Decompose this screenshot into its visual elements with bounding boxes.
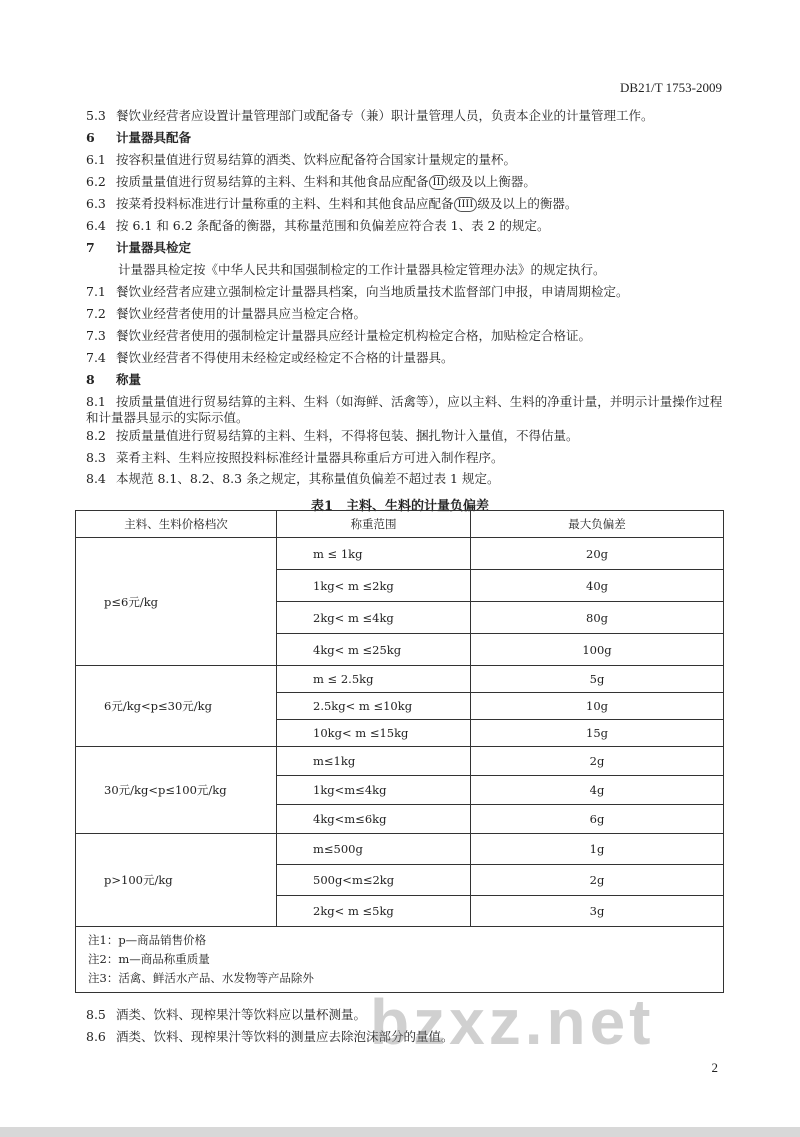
table-note: 注2：m—商品称重质量 bbox=[88, 952, 210, 966]
clause-7-2 bbox=[86, 306, 366, 322]
range-cell: m ≤ 1kg bbox=[277, 538, 471, 570]
clause-number: 6.2 bbox=[86, 174, 106, 189]
clause-number: 8.5 bbox=[86, 1007, 106, 1022]
price-tier-cell: 30元/kg<p≤100元/kg bbox=[76, 747, 277, 834]
table-row bbox=[76, 834, 724, 865]
clause-8-4 bbox=[86, 471, 500, 487]
clause-6-3 bbox=[86, 196, 577, 212]
clause-text-tail: 级及以上衡器。 bbox=[448, 174, 536, 189]
clause-number: 6.4 bbox=[86, 218, 106, 233]
clause-text: 按质量量值进行贸易结算的主料、生料和其他食品应配备 bbox=[116, 174, 429, 189]
header-max-deviation: 最大负偏差 bbox=[471, 511, 724, 538]
deviation-cell: 2g bbox=[471, 865, 724, 896]
clause-number: 8 bbox=[86, 372, 95, 387]
clause-number: 7 bbox=[86, 240, 95, 255]
deviation-cell: 5g bbox=[471, 666, 724, 693]
watermark: bzxz.net bbox=[370, 986, 655, 1058]
clause-text: 按菜肴投料标准进行计量称重的主料、生料和其他食品应配备 bbox=[116, 196, 454, 211]
clause-number: 8.6 bbox=[86, 1029, 106, 1044]
clause-8-5 bbox=[86, 1007, 366, 1023]
clause-number: 6 bbox=[86, 130, 95, 145]
section-6-heading bbox=[86, 130, 191, 146]
clause-text: 按 6.1 和 6.2 条配备的衡器，其称量范围和负偏差应符合表 1、表 2 的规定。 bbox=[116, 218, 550, 233]
range-cell: 2kg< m ≤5kg bbox=[277, 896, 471, 927]
deviation-cell: 10g bbox=[471, 693, 724, 720]
clause-6-1 bbox=[86, 152, 516, 168]
clause-text-tail: 级及以上的衡器。 bbox=[477, 196, 578, 211]
clause-text: 餐饮业经营者使用的计量器具应当检定合格。 bbox=[116, 306, 367, 321]
clause-text: 和计量器具显示的实际示值。 bbox=[86, 410, 249, 425]
clause-number: 6.1 bbox=[86, 152, 106, 167]
section-7-heading bbox=[86, 240, 191, 256]
range-cell: m ≤ 2.5kg bbox=[277, 666, 471, 693]
clause-number: 8.4 bbox=[86, 471, 106, 486]
clause-number: 7.3 bbox=[86, 328, 106, 343]
table-notes bbox=[76, 927, 724, 993]
document-number: DB21/T 1753-2009 bbox=[620, 80, 722, 95]
range-cell: m≤1kg bbox=[277, 747, 471, 776]
accuracy-class-mark: III bbox=[429, 175, 449, 190]
clause-text: 酒类、饮料、现榨果汁等饮料的测量应去除泡沫部分的量值。 bbox=[116, 1029, 454, 1044]
deviation-cell: 6g bbox=[471, 805, 724, 834]
clause-number: 6.3 bbox=[86, 196, 106, 211]
deviation-cell: 15g bbox=[471, 720, 724, 747]
deviation-cell: 20g bbox=[471, 538, 724, 570]
page-bottom-edge bbox=[0, 1127, 800, 1137]
clause-number: 8.1 bbox=[86, 394, 106, 409]
deviation-cell: 40g bbox=[471, 570, 724, 602]
clause-text: 计量器具检定按《中华人民共和国强制检定的工作计量器具检定管理办法》的规定执行。 bbox=[118, 262, 606, 277]
deviation-cell: 4g bbox=[471, 776, 724, 805]
clause-text: 按质量量值进行贸易结算的主料、生料（如海鲜、活禽等），应以主料、生料的净重计量，并明示计量操作过程 bbox=[116, 394, 723, 409]
table-notes-row bbox=[76, 927, 724, 993]
clause-5-3 bbox=[86, 108, 654, 124]
clause-number: 7.1 bbox=[86, 284, 106, 299]
clause-text: 按质量量值进行贸易结算的主料、生料，不得将包装、捆扎物计入量值，不得估量。 bbox=[116, 428, 579, 443]
deviation-cell: 100g bbox=[471, 634, 724, 666]
clause-6-4 bbox=[86, 218, 549, 234]
table-note: 注3：活禽、鲜活水产品、水发物等产品除外 bbox=[88, 971, 314, 985]
clause-number: 8.3 bbox=[86, 450, 106, 465]
price-tier-cell: p>100元/kg bbox=[76, 834, 277, 927]
clause-text: 餐饮业经营者应建立强制检定计量器具档案，向当地质量技术监督部门申报，申请周期检定。 bbox=[116, 284, 629, 299]
header-price-tier: 主料、生料价格档次 bbox=[76, 511, 277, 538]
clause-8-1-continued bbox=[86, 408, 249, 426]
clause-number: 5.3 bbox=[86, 108, 106, 123]
range-cell: 2kg< m ≤4kg bbox=[277, 602, 471, 634]
price-tier-cell: 6元/kg<p≤30元/kg bbox=[76, 666, 277, 747]
table-header-row bbox=[76, 511, 724, 538]
clause-7-4 bbox=[86, 350, 454, 366]
clause-text: 餐饮业经营者不得使用未经检定或经检定不合格的计量器具。 bbox=[116, 350, 454, 365]
range-cell: 4kg<m≤6kg bbox=[277, 805, 471, 834]
section-title: 计量器具配备 bbox=[116, 130, 192, 145]
range-cell: 10kg< m ≤15kg bbox=[277, 720, 471, 747]
range-cell: 500g<m≤2kg bbox=[277, 865, 471, 896]
section-8-heading bbox=[86, 372, 141, 388]
table-note: 注1：p—商品销售价格 bbox=[88, 933, 207, 947]
section-7-intro bbox=[118, 262, 606, 278]
range-cell: 2.5kg< m ≤10kg bbox=[277, 693, 471, 720]
range-cell: 1kg< m ≤2kg bbox=[277, 570, 471, 602]
section-title: 计量器具检定 bbox=[116, 240, 192, 255]
table-caption: 表1 主料、生料的计量负偏差 bbox=[310, 499, 490, 514]
accuracy-class-mark: IIII bbox=[454, 197, 478, 212]
clause-7-3 bbox=[86, 328, 591, 344]
clause-number: 8.2 bbox=[86, 428, 106, 443]
range-cell: 1kg<m≤4kg bbox=[277, 776, 471, 805]
deviation-cell: 1g bbox=[471, 834, 724, 865]
clause-7-1 bbox=[86, 284, 629, 300]
clause-text: 菜肴主料、生料应按照投料标准经计量器具称重后方可进入制作程序。 bbox=[116, 450, 504, 465]
clause-text: 酒类、饮料、现榨果汁等饮料应以量杯测量。 bbox=[116, 1007, 367, 1022]
deviation-table bbox=[75, 510, 724, 993]
clause-8-2 bbox=[86, 428, 579, 444]
deviation-cell: 2g bbox=[471, 747, 724, 776]
clause-text: 餐饮业经营者使用的强制检定计量器具应经计量检定机构检定合格，加贴检定合格证。 bbox=[116, 328, 592, 343]
deviation-cell: 80g bbox=[471, 602, 724, 634]
range-cell: 4kg< m ≤25kg bbox=[277, 634, 471, 666]
table-row bbox=[76, 747, 724, 776]
clause-text: 按容积量值进行贸易结算的酒类、饮料应配备符合国家计量规定的量杯。 bbox=[116, 152, 517, 167]
clause-text: 餐饮业经营者应设置计量管理部门或配备专（兼）职计量管理人员，负责本企业的计量管理工作。 bbox=[116, 108, 654, 123]
range-cell: m≤500g bbox=[277, 834, 471, 865]
table-row bbox=[76, 538, 724, 570]
table-row bbox=[76, 666, 724, 693]
price-tier-cell: p≤6元/kg bbox=[76, 538, 277, 666]
header-weighing-range: 称重范围 bbox=[277, 511, 471, 538]
clause-6-2 bbox=[86, 174, 536, 190]
section-title: 称量 bbox=[116, 372, 142, 387]
page-number: 2 bbox=[711, 1060, 718, 1075]
clause-8-3 bbox=[86, 450, 504, 466]
clause-number: 7.2 bbox=[86, 306, 106, 321]
clause-number: 7.4 bbox=[86, 350, 106, 365]
clause-text: 本规范 8.1、8.2、8.3 条之规定，其称量值负偏差不超过表 1 规定。 bbox=[116, 471, 500, 486]
deviation-cell: 3g bbox=[471, 896, 724, 927]
